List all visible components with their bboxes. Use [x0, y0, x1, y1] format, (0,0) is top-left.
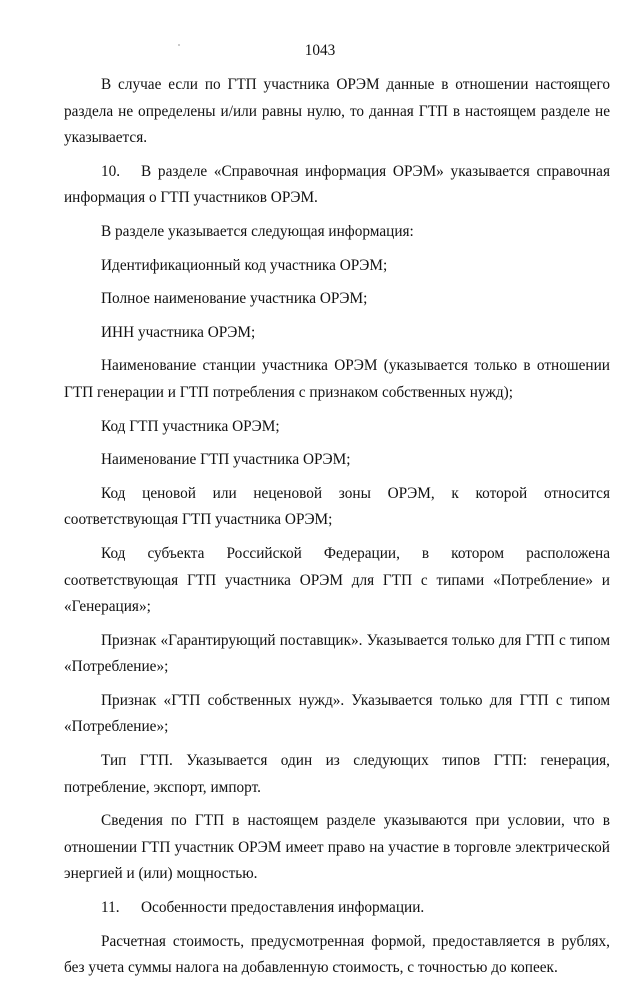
list-item-participant-name: Полное наименование участника ОРЭМ;	[101, 290, 368, 308]
paragraph-section-10	[64, 159, 610, 212]
section-text: В разделе «Справочная информация ОРЭМ» указывается справочная информация о ГТП участников ОРЭМ.	[64, 162, 610, 207]
document-body	[64, 72, 610, 989]
list-item-guaranteeing-supplier: Признак «Гарантирующий поставщик». Указывается только для ГТП с типом «Потребление»;	[64, 631, 610, 676]
list-item-gtp-code: Код ГТП участника ОРЭМ;	[101, 417, 280, 435]
paragraph-section-11	[64, 895, 610, 922]
list-item-zone-code: Код ценовой или неценовой зоны ОРЭМ, к которой относится соответствующая ГТП участника ОРЭМ;	[64, 484, 610, 529]
paragraph-trading-right: Сведения по ГТП в настоящем разделе указываются при условии, что в отношении ГТП участник ОРЭМ имеет право на участие в торговле электрической энергией и (или) мощностью.	[64, 812, 610, 883]
section-number: 10.	[101, 162, 121, 180]
paragraph-gtp-not-defined: В случае если по ГТП участника ОРЭМ данные в отношении настоящего раздела не определены и/или равны нулю, то данная ГТП в настоящем разделе не указывается.	[64, 76, 610, 147]
list-item-inn: ИНН участника ОРЭМ;	[101, 323, 256, 341]
list-item-own-needs: Признак «ГТП собственных нужд». Указывается только для ГТП с типом «Потребление»;	[64, 691, 610, 736]
list-item-region-code: Код субъекта Российской Федерации, в котором расположена соответствующая ГТП участника ОРЭМ для ГТП с типами «Потребление» и «Генерация»;	[64, 544, 610, 616]
section-text: Особенности предоставления информации.	[141, 899, 425, 917]
page-number: 1043	[304, 42, 336, 59]
section-number: 11.	[101, 899, 120, 917]
list-item-gtp-name: Наименование ГТП участника ОРЭМ;	[101, 451, 351, 469]
paragraph-info-intro: В разделе указывается следующая информация:	[101, 222, 414, 240]
paragraph-calculated-cost: Расчетная стоимость, предусмотренная формой, предоставляется в рублях, без учета суммы налога на добавленную стоимость, с точностью до копеек.	[64, 932, 610, 977]
list-item-gtp-type: Тип ГТП. Указывается один из следующих типов ГТП: генерация, потребление, экспорт, импорт.	[64, 752, 610, 796]
list-item-participant-id: Идентификационный код участника ОРЭМ;	[101, 256, 388, 274]
list-item-station-name: Наименование станции участника ОРЭМ (указывается только в отношении ГТП генерации и ГТП потребления с признаком собственных нужд);	[64, 357, 610, 401]
